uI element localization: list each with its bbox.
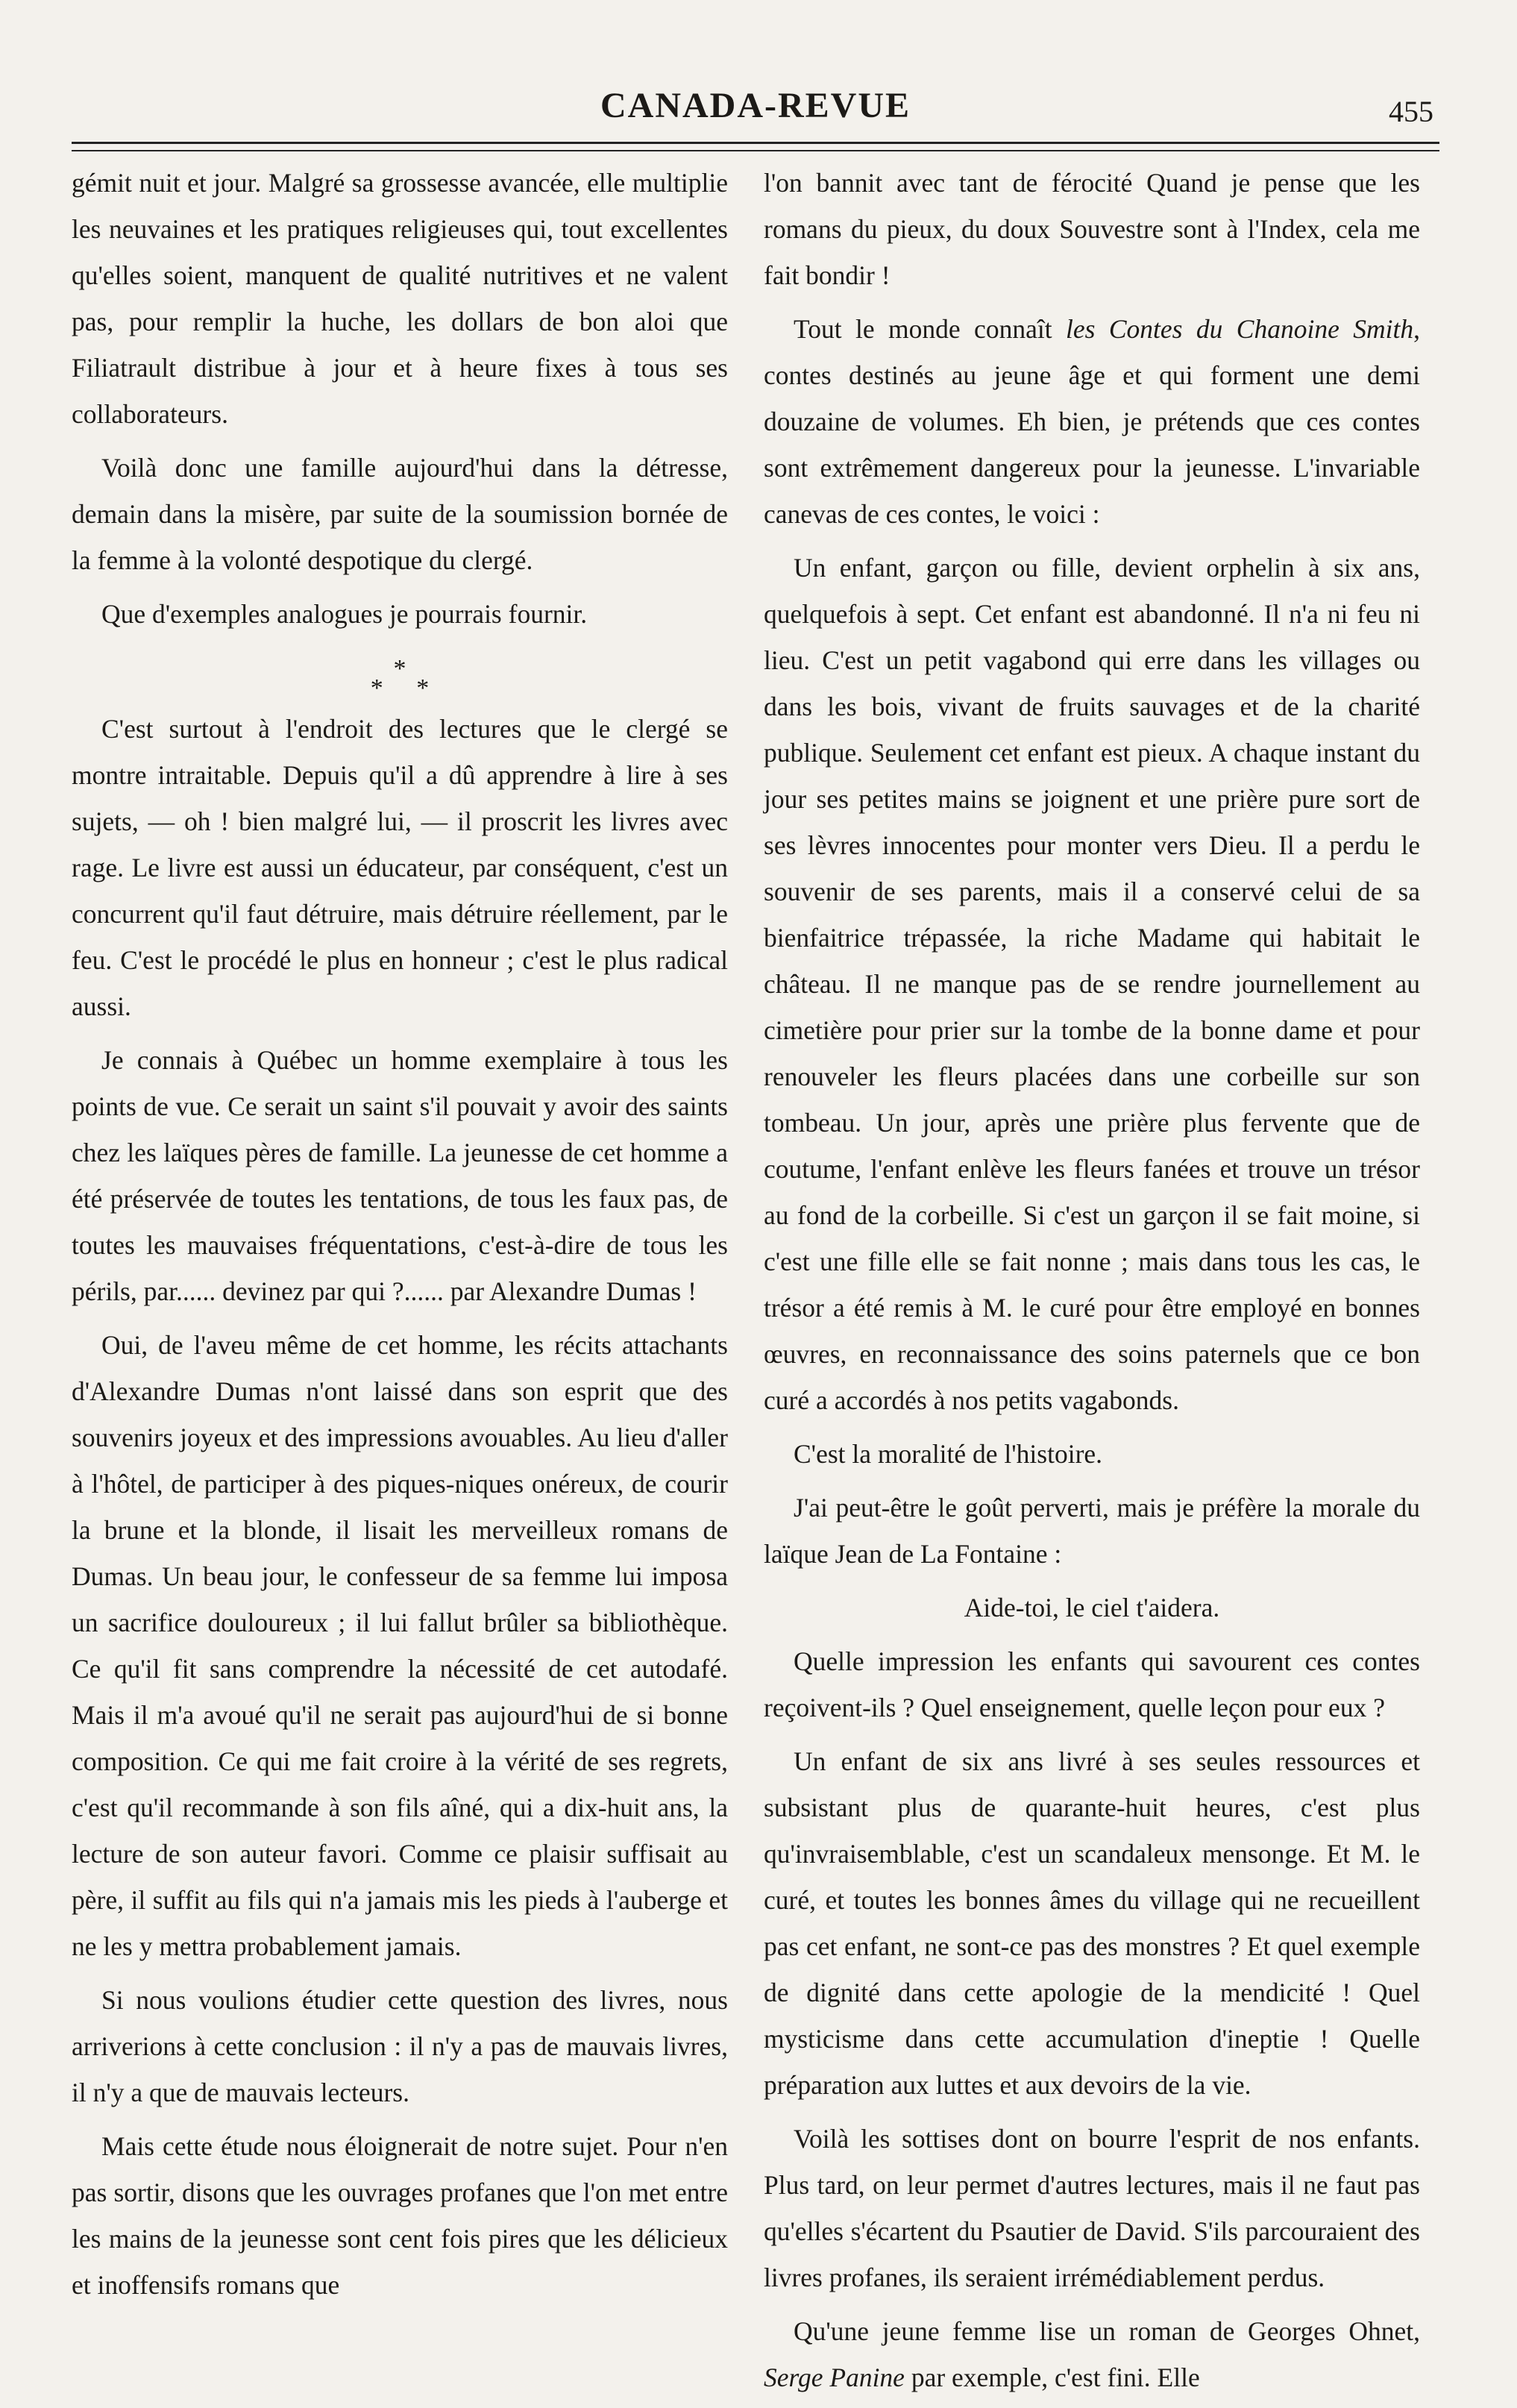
text-run: Qu'une jeune femme lise un roman de Georges Ohnet, — [794, 2316, 1420, 2346]
paragraph: Quelle impression les enfants qui savourent ces contes reçoivent-ils ? Quel enseignement, quelle leçon pour eux ? — [764, 1646, 1420, 1722]
paragraph — [764, 2308, 1420, 2401]
journal-title: CANADA-REVUE — [600, 86, 911, 125]
paragraph: gémit nuit et jour. Malgré sa grossesse avancée, elle multiplie les neuvaines et les pratiques religieuses qui, tout excellentes qu'elles soient, manquent de qualité nutritives et ne valent pas, pour remplir la huche, les dollars de bon aloi que Filiatrault distribue à jour et à heure fixes à tous ses collaborateurs. — [72, 168, 728, 429]
text-run: , contes destinés au jeune âge et qui forment une demi douzaine de volumes. Eh bien, je prétends que ces contes sont extrêmement dangereux pour la jeunesse. L'invariable canevas de ces contes, le voici : — [764, 314, 1420, 529]
paragraph: Que d'exemples analogues je pourrais fournir. — [101, 599, 588, 629]
paragraph: Je connais à Québec un homme exemplaire à tous les points de vue. Ce serait un saint s'il pouvait y avoir des saints chez les laïques pères de famille. La jeunesse de cet homme a été préservée de toutes les tentations, de tous les faux pas, de toutes les mauvaises fréquentations, c'est-à-dire de tous les périls, par...... devinez par qui ?...... par Alexandre Dumas ! — [72, 1045, 728, 1306]
paragraph: l'on bannit avec tant de férocité Quand je pense que les romans du pieux, du doux Souvestre sont à l'Index, cela me fait bondir ! — [764, 168, 1420, 290]
book-title: les Contes du Chanoine Smith — [1065, 314, 1414, 344]
paragraph: Un enfant, garçon ou fille, devient orphelin à six ans, quelquefois à sept. Cet enfant est abandonné. Il n'a ni feu ni lieu. C'est un petit vagabond qui erre dans les villages ou dans les bois, vivant de fruits sauvages et de la charité publique. Seulement cet enfant est pieux. A chaque instant du jour ses petites mains se joignent et une prière pure sort de ses lèvres innocentes pour monter vers Dieu. Il a perdu le souvenir de ses parents, mais il a conservé celui de sa bienfaitrice trépassée, la riche Madame qui habitait le château. Il ne manque pas de se rendre journellement au cimetière pour prier sur la tombe de la bonne dame et pour renouveler les fleurs placées dans une corbeille sur son tombeau. Un jour, après une prière plus fervente que de coutume, l'enfant enlève les fleurs fanées et trouve un trésor au fond de la corbeille. Si c'est un garçon il se fait moine, si c'est une fille elle se fait nonne ; mais dans tous les cas, le trésor a été remis à M. le curé pour être employé en bonnes œuvres, en reconnaissance des soins paternels que ce bon curé a accordés à nos petits vagabonds. — [764, 553, 1420, 1415]
asterism-top: * — [393, 655, 406, 683]
paragraph: Voilà les sottises dont on bourre l'esprit de nos enfants. Plus tard, on leur permet d'autres lectures, mais il ne faut pas qu'elles s'écartent du Psautier de David. S'ils parcouraient des livres profanes, ils seraient irrémédiablement perdus. — [764, 2124, 1420, 2292]
running-header — [72, 75, 1439, 142]
text-run: Tout le monde connaît — [794, 314, 1066, 344]
paragraph: C'est surtout à l'endroit des lectures que le clergé se montre intraitable. Depuis qu'il a dû apprendre à lire à ses sujets, — oh ! bien malgré lui, — il proscrit les livres avec rage. Le livre est aussi un éducateur, par conséquent, c'est un concurrent qu'il faut détruire, mais détruire réellement, par le feu. C'est le procédé le plus en honneur ; c'est le plus radical aussi. — [72, 714, 728, 1021]
paragraph: Si nous voulions étudier cette question des livres, nous arriverions à cette conclusion : il n'y a pas de mauvais livres, il n'y a que de mauvais lecteurs. — [72, 1985, 728, 2107]
paragraph — [764, 306, 1420, 537]
page-number: 455 — [1389, 95, 1433, 128]
section-asterism — [72, 645, 728, 706]
verse-quote: Aide-toi, le ciel t'aidera. — [964, 1593, 1220, 1622]
asterism-bottom: * * — [370, 674, 443, 702]
paragraph: Voilà donc une famille aujourd'hui dans la détresse, demain dans la misère, par suite de la soumission bornée de la femme à la volonté despotique du clergé. — [72, 453, 728, 575]
right-column — [764, 160, 1420, 2408]
header-double-rule — [72, 142, 1439, 151]
paragraph: Oui, de l'aveu même de cet homme, les récits attachants d'Alexandre Dumas n'ont laissé dans son esprit que des souvenirs joyeux et des impressions avouables. Au lieu d'aller à l'hôtel, de participer à des piques-niques onéreux, de courir la brune et la blonde, il lisait les merveilleux romans de Dumas. Un beau jour, le confesseur de sa femme lui imposa un sacrifice douloureux ; il lui fallut brûler sa bibliothèque. Ce qu'il fit sans comprendre la nécessité de cet autodafé. Mais il m'a avoué qu'il ne serait pas aujourd'hui de si bonne composition. Ce qui me fait croire à la vérité de ses regrets, c'est qu'il recommande à son fils aîné, qui a dix-huit ans, la lecture de son auteur favori. Comme ce plaisir suffisait au père, il suffit au fils qui n'a jamais mis les pieds à l'auberge et ne les y mettra probablement jamais. — [72, 1330, 728, 1961]
left-column — [72, 160, 728, 2315]
paragraph: Mais cette étude nous éloignerait de notre sujet. Pour n'en pas sortir, disons que les ouvrages profanes que l'on met entre les mains de la jeunesse sont cent fois pires que les délicieux et inoffensifs romans que — [72, 2131, 728, 2300]
text-run: par exemple, c'est fini. Elle — [904, 2362, 1200, 2392]
paragraph: Un enfant de six ans livré à ses seules ressources et subsistant plus de quarante-huit heures, c'est plus qu'invraisemblable, c'est un scandaleux mensonge. Et M. le curé, et toutes les bonnes âmes du village qui ne recueillent pas cet enfant, ne sont-ce pas des monstres ? Et quel exemple de dignité dans cette apologie de la mendicité ! Quel mysticisme dans cette accumulation d'ineptie ! Quelle préparation aux luttes et aux devoirs de la vie. — [764, 1746, 1420, 2100]
book-title: Serge Panine — [764, 2362, 905, 2392]
paragraph: C'est la moralité de l'histoire. — [794, 1439, 1103, 1469]
paragraph: J'ai peut-être le goût perverti, mais je préfère la morale du laïque Jean de La Fontaine : — [764, 1493, 1420, 1569]
